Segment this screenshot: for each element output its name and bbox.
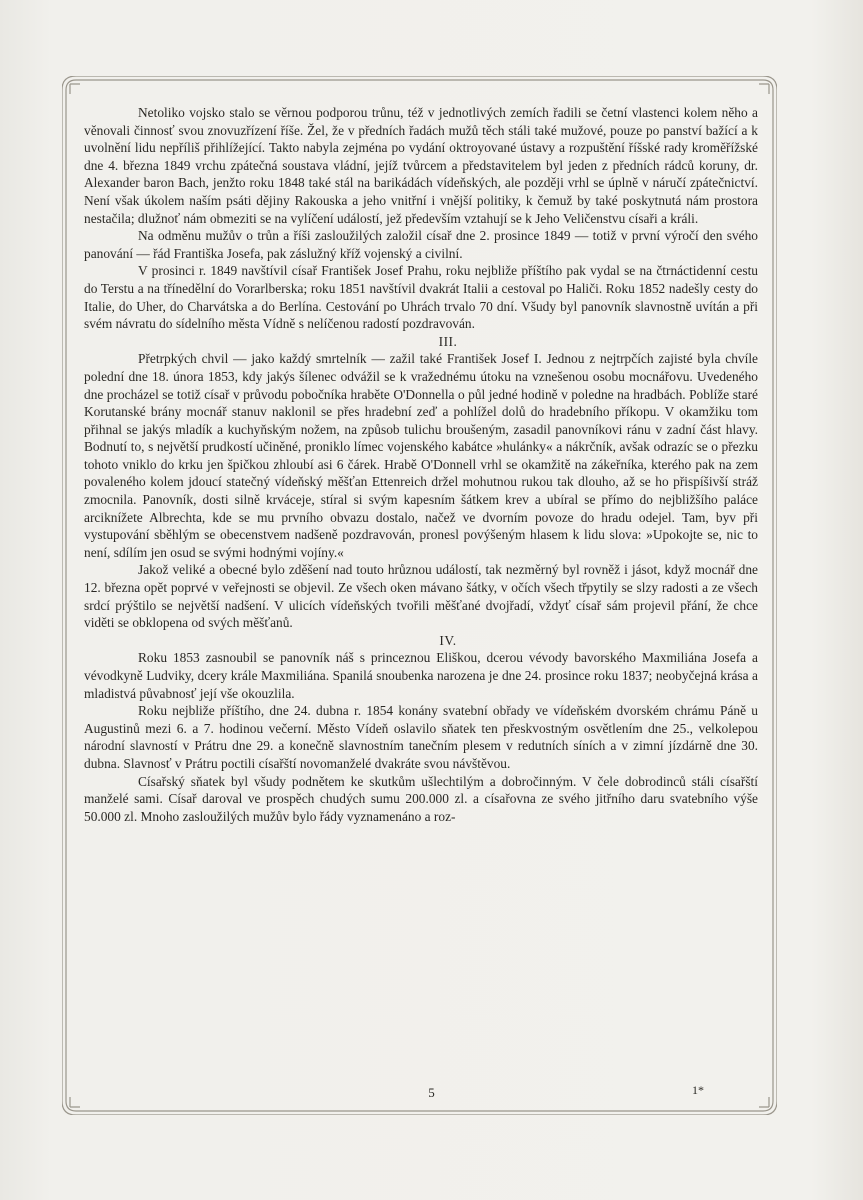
section-heading-iv: IV.	[439, 632, 457, 648]
paragraph: Roku 1853 zasnoubil se panovník náš s princeznou Eliškou, dcerou vévody bavorského Maxmiliána Josefa a vévodkyně Ludviky, dcery krále Maxmiliána. Spanilá snoubenka narozena je dne 24. prosince roku 1837; neobyčejná krása a mladistvá půvabnosť její vše okouzlila.	[84, 650, 758, 701]
paragraph: Přetrpkých chvil — jako každý smrtelník — zažil také František Josef I. Jednou z nejtrpčích zajisté byla chvíle polední dne 18. února 1853, kdy jakýs šílenec odvážil se k vražednému útoku na vznešenou osobu mocnářovu. Uvedeného dne procházel se totiž císař v průvodu pobočníka hraběte O'Donnella o půl jedné hodině v poledne na hradbách. Poblíže staré Korutanské brány mocnář stanuv naklonil se přes hradební zeď a pohlížel dolů do hradebního příkopu. V okamžiku tom přihnal se jakýs mladík a kuchyňským nožem, na způsob tulichu broušeným, zasadil panovníkovi ránu v zadní část hlavy. Bodnutí to, s největší prudkostí učiněné, proniklo límec vojenského kabátce »hulánky« a nákrčník, avšak odrazíc se o přezku tohoto vniklo do krku jen špičkou zhloubí asi 6 čárek. Hrabě O'Donnell vrhl se okamžitě na zákeřníka, kterého pak na zem povaleného kolem jdoucí statečný vídeňský měšťan Ettenreich držel mohutnou rukou tak dlouho, až se ho přispíšivší stráž zmocnila. Panovník, dosti silně krváceje, stíral si svým kapesním šátkem krev a ubíral se přímo do nejbližšího paláce arciknížete Albrechta, kde se mu prvního obvazu dostalo, načež ve dvorním povoze do hradu odejel. Tam, byv při vystupování sběhlým se obecenstvem nadšeně pozdravován, pronesl povýšeným hlasem k lidu slova: »Upokojte se, nic to není, sdílím jen osud se svými hodnými vojíny.«	[84, 351, 758, 560]
paragraph: Na odměnu mužův o trůn a říši zasloužilých založil císař dne 2. prosince 1849 — totiž v první výročí den svého panování — řád Františka Josefa, pak záslužný kříž vojenský a civilní.	[84, 228, 758, 261]
paragraph: Netoliko vojsko stalo se věrnou podporou trůnu, též v jednotlivých zemích řadili se četní vlastenci kolem něho a věnovali činnosť svou znovuzřízení říše. Žel, že v předních řadách mužů těch stáli také mužové, pouze po panství bažící a k uvolnění lidu nepříliš přihlížející. Takto nabyla zejména po vydání oktroyované ústavy a rozpuštění říšské rady kroměřížské dne 4. března 1849 vrchu zpátečná soustava vládní, jejíž tvůrcem a představitelem byl jeden z předních rádců koruny, dr. Alexander baron Bach, jenžto roku 1848 také stál na barikádách vídeňských, ale později vrhl se úplně v náručí zpátečnictví. Není však úkolem naším psáti dějiny Rakouska a jeho vnitřní i vnější politiky, k čemuž by také poskytnutá nám prostora nestačila; dlužnoť nám obmeziti se na vylíčení událostí, jež především vztahují se k Jeho Veličenstvu císaři a králi.	[84, 105, 758, 226]
article-body	[84, 104, 758, 825]
signature-mark: 1*	[692, 1083, 704, 1097]
paragraph: V prosinci r. 1849 navštívil císař František Josef Prahu, roku nejbliže příštího pak vydal se na čtrnáctidenní cestu do Terstu a na třínedělní do Vorarlberska; roku 1851 navštívil dvakrát Italii a cestoval po Haliči. Roku 1852 nadešly cesty do Italie, do Uher, do Charvátska a do Berlína. Cestování po Uhrách trvalo 70 dní. Všudy byl panovník slavnostně uvítán a při svém návratu do sídelního města Vídně s nelíčenou radostí pozdravován.	[84, 263, 758, 332]
paragraph: Roku nejbliže příštího, dne 24. dubna r. 1854 konány svatební obřady ve vídeňském dvorském chrámu Páně u Augustinů mezi 6. a 7. hodinou večerní. Město Vídeň oslavilo sňatek ten přeskvostným osvětlením dne 25., velkolepou národní slavností v Prátru dne 29. a konečně slavnostním tanečním plesem v redutních síních a v zimní jízdárně dne 30. dubna. Slavnosť v Prátru poctili císařští novomanželé dvakráte svou návštěvou.	[84, 703, 758, 771]
page-number: 5	[428, 1085, 435, 1100]
paragraph: Císařský sňatek byl všudy podnětem ke skutkům ušlechtilým a dobročinným. V čele dobrodinců stáli císařští manželé sami. Císař daroval ve prospěch chudých sumu 200.000 zl. a císařovna ze svého jitřního daru svatebního výše 50.000 zl. Mnoho zasloužilých mužův bylo řády vyznamenáno a roz-	[84, 773, 758, 824]
paragraph: Jakož veliké a obecné bylo zděšení nad touto hrůznou událostí, tak nezměrný byl rovněž i jásot, když mocnář dne 12. března opět poprvé v veřejnosti se objevil. Ze všech oken mávano šátky, v očích všech třpytily se slzy radosti a ze všech srdcí prýštilo se největší nadšení. V ulicích vídeňských tvořili měšťané dvojřadí, vždyť císař sám projevil přání, že chce viděti se obklopena od svých měšťanů.	[84, 562, 758, 631]
section-heading-iii: III.	[438, 333, 458, 349]
